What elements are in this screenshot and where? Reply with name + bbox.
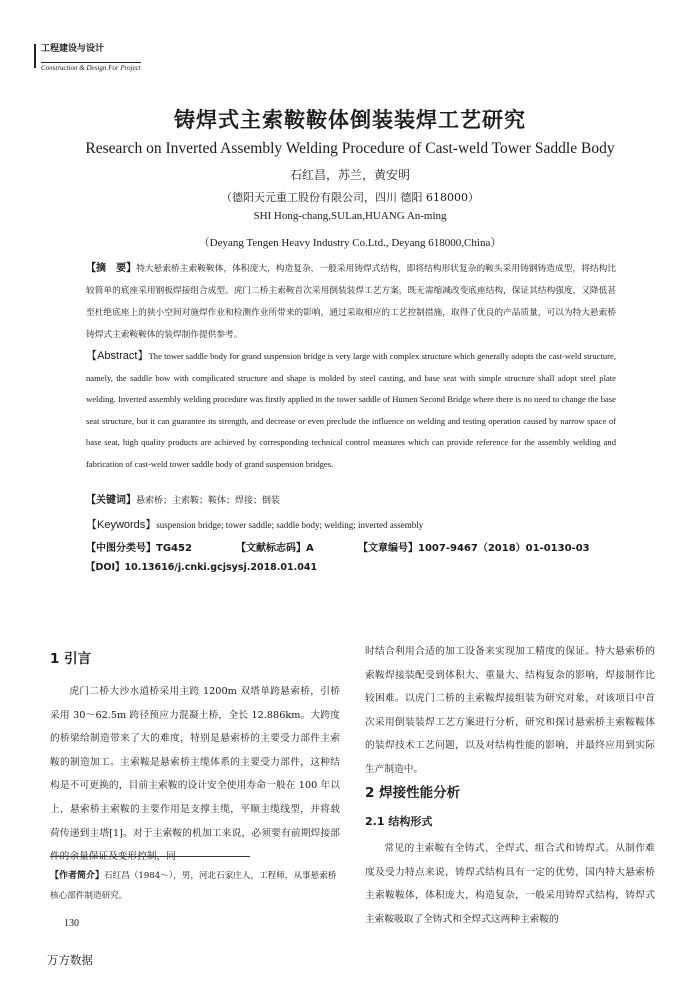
authors-cn: 石红昌，苏兰，黄安明 <box>289 168 410 182</box>
clc-number: 【中图分类号】TG452 <box>86 543 192 554</box>
keywords-en <box>86 518 616 532</box>
abstract-en-tag: 【Abstract】 <box>86 350 149 362</box>
section-2-heading: 2 焊接性能分析 <box>365 785 461 801</box>
keywords-cn-text: 悬索桥；主索鞍；鞍体；焊接；倒装 <box>136 496 281 506</box>
doi: 【DOI】10.13616/j.cnki.gcjsysj.2018.01.041 <box>86 562 318 573</box>
page-number: 130 <box>64 918 79 929</box>
keywords-en-tag: 【Keywords】 <box>86 519 157 531</box>
author-note-tag: 【作者简介】 <box>50 871 105 881</box>
paper-title-cn: 铸焊式主索鞍鞍体倒装装焊工艺研究 <box>174 108 526 132</box>
article-number: 【文章编号】1007-9467（2018）01-0130-03 <box>358 543 590 554</box>
continued-paragraph: 时结合利用合适的加工设备来实现加工精度的保证。特大悬索桥的索鞍焊接装配受到体积大、重量大、结构复杂的影响，焊接制作比较困难。以虎门二桥的主索鞍焊接组装为研究对象，对该项目中首次采用倒装装焊工艺方案进行分析，研究和探讨悬索桥主索鞍鞍体的装焊技术工艺问题，以及对结构性能的影响，并最终应用到实际生产制造中。 <box>365 646 655 775</box>
keywords-cn <box>86 494 616 508</box>
section-2-1-heading: 2.1 结构形式 <box>365 815 433 828</box>
author-note-text: 石红昌（1984～），男，河北石家庄人，工程师，从事悬索桥核心部件制造研究。 <box>50 871 337 901</box>
keywords-en-text: suspension bridge; tower saddle; saddle body; welding; inverted assembly <box>156 520 424 530</box>
abstract-en <box>86 346 616 476</box>
journal-header <box>34 44 181 72</box>
footnote-divider <box>50 856 250 857</box>
section-1-heading: 1 引言 <box>50 651 92 667</box>
author-note <box>50 866 340 906</box>
section-2-1-paragraph: 常见的主索鞍有全铸式、全焊式、组合式和铸焊式。从制作难度及受力特点来说，铸焊式结构具有一定的优势，国内特大悬索桥主索鞍鞍体，体积庞大，构造复杂，一般采用铸焊式结构，铸焊式主索鞍吸取了全铸式和全焊式这两种主索鞍的 <box>365 843 655 925</box>
paper-title-en: Research on Inverted Assembly Welding Procedure of Cast-weld Tower Saddle Body <box>85 140 615 157</box>
journal-name-en: Construction & Design For Project <box>41 64 141 72</box>
abstract-en-text: The tower saddle body for grand suspension bridge is very large with complex structure which generally adopts the cast-weld structure, namely, the saddle bow with complicated structure and shape is molded by steel casting, and base seat with simple structure shall adopt steel plate welding. Inverted assembly welding procedure was firstly applied in the tower saddle of Humen Second Bridge where there is no need to change the base seat structure, but it can guarantee its strength, and decrease or even preclude the influence on welding and testing operation caused by narrow space of base seat, high quality products are achieved by corresponding technical control measures which can provide reference for the assembly welding and fabrication of cast-weld tower saddle body of grand suspension bridges. <box>86 351 616 469</box>
authors-en: SHI Hong-chang,SULan,HUANG An-ming <box>253 210 447 222</box>
abstract-cn-tag: 【摘 要】 <box>86 263 137 274</box>
abstract-cn <box>86 258 616 346</box>
document-code: 【文献标志码】A <box>236 543 314 554</box>
affiliation-en: （Deyang Tengen Heavy Industry Co.Ltd., Deyang 618000,China） <box>198 237 502 249</box>
watermark: 万方数据 <box>47 953 93 967</box>
section-1-paragraph: 虎门二桥大沙水道桥采用主跨 1200m 双塔单跨悬索桥，引桥采用 30～62.5m 跨径预应力混凝土桥，全长 12.886km。大跨度的桥梁给制造带来了大的难度，特别是悬索桥的主要受力部件主索鞍的制造加工。主索鞍是悬索桥主缆体系的主要受力部件，这种结构是不可更换的，目前主索鞍的设计安全使用寿命一般在 100 年以上，悬索桥主索鞍的主要作用是支撑主缆，平顺主缆线型，并将载荷传递到主塔[1]。对于主索鞍的机加工来说，必须要有前期焊接部件的余量保证及变形控制，同 <box>50 686 340 863</box>
keywords-cn-tag: 【关键词】 <box>86 495 136 506</box>
journal-name-cn: 工程建设与设计 <box>41 44 105 54</box>
abstract-cn-text: 特大悬索桥主索鞍鞍体，体积庞大，构造复杂，一般采用铸焊式结构，即将结构形状复杂的鞍头采用铸钢铸造成型，将结构比较简单的底座采用钢板焊接组合成型。虎门二桥主索鞍首次采用倒装装焊工艺方案，既无需缩减改变底座结构，保证其结构强度，又降低甚至杜绝底座上的狭小空间对施焊作业和检测作业所带来的影响，通过采取相应的工艺控制措施，取得了优良的产品质量，可以为特大悬索桥铸焊式主索鞍鞍体的装焊制作提供参考。 <box>86 264 617 340</box>
affiliation-cn: （德阳天元重工股份有限公司，四川 德阳 618000） <box>221 191 479 204</box>
